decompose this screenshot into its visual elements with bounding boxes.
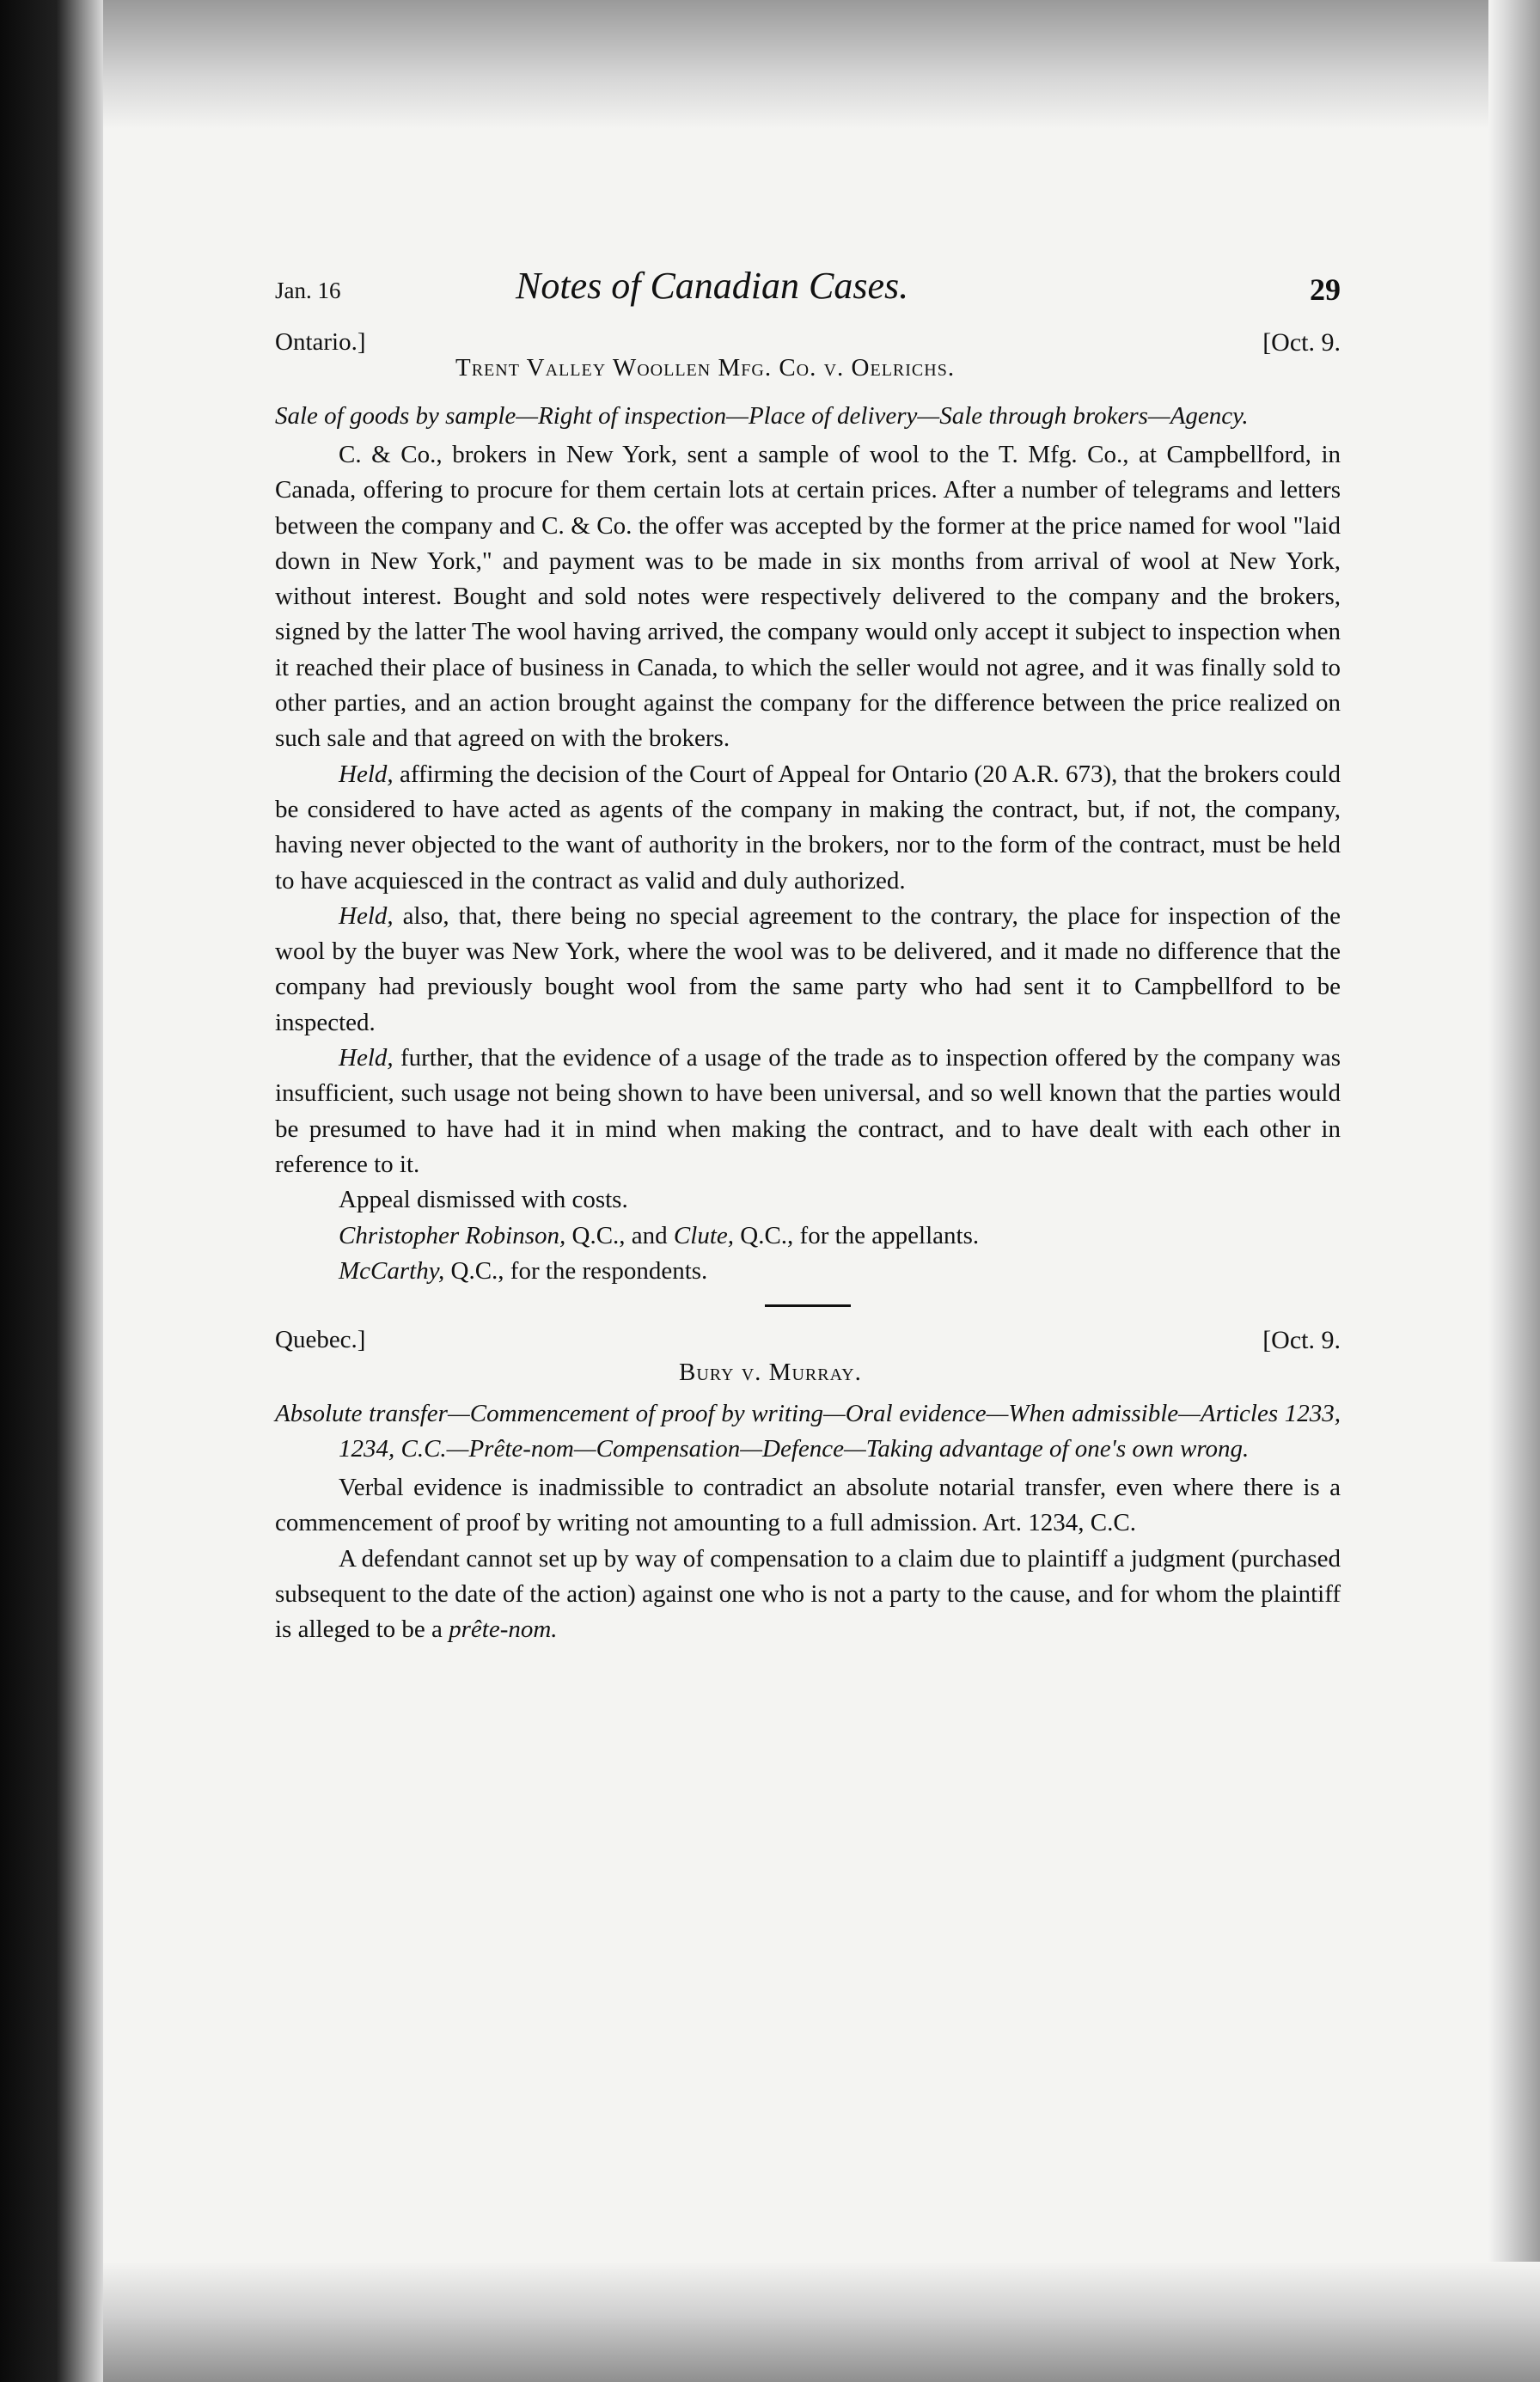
held-paragraph <box>275 899 1341 1041</box>
held-label: Held, <box>339 1044 394 1072</box>
counsel-text: Q.C., for the appellants. <box>734 1221 980 1249</box>
running-head-title: Notes of Canadian Cases. <box>516 265 909 307</box>
case-heading <box>275 1326 1341 1391</box>
case-heading <box>275 328 1341 394</box>
counsel-name: Clute, <box>673 1221 735 1249</box>
holding-term: prête-nom. <box>449 1615 558 1644</box>
held-label: Held, <box>339 901 394 930</box>
case-headnote: Absolute transfer—Commencement of proof by writing—Oral evidence—When admissible—Articles 1233, 1234, C.C.—Prête-nom—Compensation—Defence—Taking advantage of one's own wrong. <box>275 1400 1341 1463</box>
running-head-date: Jan. 16 <box>275 278 341 303</box>
case-name: Bury v. Murray. <box>679 1359 862 1387</box>
held-label: Held, <box>339 760 394 788</box>
counsel-respondents <box>275 1254 1341 1289</box>
held-text: affirming the decision of the Court of Appeal for Ontario (20 A.R. 673), that the brokers could be considered to have acted as agents of the company in making the contract, but, if not, the company, having never objected to the want of authority in the brokers, nor to the form of the contract, must be held to have acquiesced in the contract as valid and duly authorized. <box>275 760 1341 895</box>
case-facts: C. & Co., brokers in New York, sent a sample of wool to the T. Mfg. Co., at Campbellford, in Canada, offering to procure for them certain lots at certain prices. After a number of telegrams and letters between the company and C. & Co. the offer was accepted by the former at the price named for wool "laid down in New York," and payment was to be made in six months from arrival of wool at New York, without interest. Bought and sold notes were respectively delivered to the company and the brokers, signed by the latter The wool having arrived, the company would only accept it subject to inspection when it reached their place of business in Canada, to which the seller would not agree, and it was finally sold to other parties, and an action brought against the company for the difference between the price realized on such sale and that agreed on with the brokers. <box>275 441 1341 753</box>
scan-edge-right <box>1488 0 1540 2382</box>
scan-edge-bottom <box>103 2262 1540 2382</box>
held-text: further, that the evidence of a usage of the trade as to inspection offered by the company was insufficient, such usage not being shown to have been universal, and so well known that the parties would be presumed to have had it in mind when making the contract, and to have dealt with each other in reference to it. <box>275 1044 1341 1178</box>
case-holding <box>275 1542 1341 1648</box>
case-headnote: Sale of goods by sample—Right of inspection—Place of delivery—Sale through brokers—Agency. <box>275 402 1249 430</box>
counsel-text: Q.C., and <box>565 1221 674 1249</box>
counsel-appellants <box>275 1218 1341 1254</box>
scan-edge-top <box>103 0 1540 129</box>
page-content <box>275 258 1341 1648</box>
counsel-text: Q.C., for the respondents. <box>444 1256 708 1285</box>
case-province: Quebec.] <box>275 1326 366 1354</box>
case-date: [Oct. 9. <box>1262 1326 1341 1355</box>
running-head <box>275 258 1341 309</box>
held-text: also, that, there being no special agreement to the contrary, the place for inspection of the wool by the buyer was New York, where the wool was to be delivered, and it made no difference that the company had previously bought wool from the same party who had sent it to Campbellford to be inspected. <box>275 901 1341 1036</box>
case-divider <box>765 1304 851 1307</box>
holding-text: A defendant cannot set up by way of compensation to a claim due to plaintiff a judgment (purchased subsequent to the date of the action) against one who is not a party to the cause, and for whom the plaintiff is alleged to be a <box>275 1544 1341 1644</box>
case-province: Ontario.] <box>275 328 366 356</box>
case-date: [Oct. 9. <box>1262 328 1341 357</box>
case-name: Trent Valley Woollen Mfg. Co. v. Oelrichs. <box>455 354 956 382</box>
counsel-name: Christopher Robinson, <box>339 1221 566 1249</box>
disposition: Appeal dismissed with costs. <box>339 1186 628 1214</box>
page-number: 29 <box>1310 272 1341 307</box>
case-holding: Verbal evidence is inadmissible to contradict an absolute notarial transfer, even where there is a commencement of proof by writing not amounting to a full admission. Art. 1234, C.C. <box>275 1474 1341 1537</box>
counsel-name: McCarthy, <box>339 1256 445 1285</box>
held-paragraph <box>275 1041 1341 1182</box>
held-paragraph <box>275 757 1341 899</box>
scan-edge-left <box>0 0 103 2382</box>
